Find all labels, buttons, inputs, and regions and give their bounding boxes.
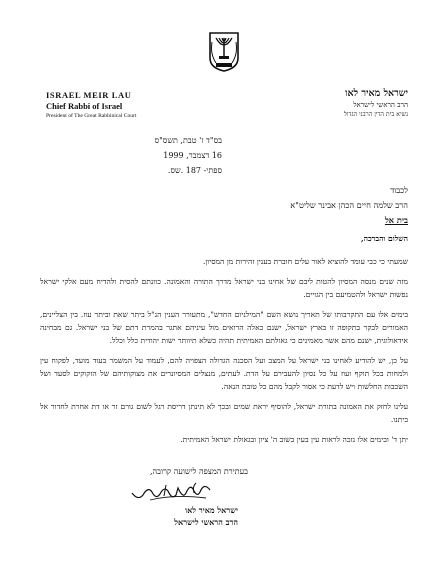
closing-line: בעתירת המצפה לישועה קרובה, (149, 467, 248, 476)
body-paragraph: מזה שנים מנסה המסיון להטות ליבם של אחינו בני ישראל מדרך התורה והאמונה. כוונתם להסית ולהדיח מעם אלקי ישראל נפשות ישראל ולהטמיעם בין הגויים. (40, 277, 408, 299)
recipient-city: בית אל (384, 215, 408, 225)
sender-role-english: Chief Rabbi of Israel (46, 101, 123, 111)
sender-court-english: President of The Great Rabbinical Court (46, 113, 137, 119)
body-paragraph: עלינו לחזק את האמונה בתורת ישראל, להוסיף יראת שמים ובכך לא תינתן דריסת רגל לשום גורם זר או דת אחרת לחדור אל ביתנו. (40, 402, 408, 424)
menorah-emblem-icon (207, 30, 241, 72)
gregorian-date: 16 דצמבר, 1999 (163, 151, 222, 160)
signatory-name: ישראל מאיר לאו (185, 505, 238, 515)
sender-name-hebrew: ישראל מאיר לאו (345, 88, 408, 99)
sender-role-hebrew: הרב הראשי לישראל (353, 101, 408, 109)
body-paragraph: יתן ד' ובימים אלו נזכה לראות עין בעין בשוב ה' ציון ובגאולת ישראל האמיתית. (180, 435, 408, 444)
handwritten-signature-icon (126, 480, 214, 504)
hebrew-letterhead (238, 88, 408, 119)
body-paragraph: שמעתי כי כבי עומד להוציא לאור עלים חוברת בענין זהירות מן המסיון. (202, 257, 408, 266)
recipient-name: הרב שלמה חיים הכהן אבינר שליט"א (290, 200, 408, 210)
address-to: לכבוד (390, 185, 408, 195)
body-paragraph: על כן, יש להודיע לאחינו בני ישראל על המצב ועל הסכנה הגדולה הצפויה להם, לעמוד על המשמר בעוד מועד, לפקוח עין ולמחות בכל תוקף ועוז על כל נסיון להעבירם על הדת. לעתים, מנצלים המסיונרים את מצוקותיהם של הזקוקים לסעד ושל השכבות החלשות ויש לדעת כי אסור לקבל מהם כל טובת הנאה. (40, 356, 408, 391)
reference-number: ספתי- 187 .שס. (167, 166, 222, 175)
english-letterhead (46, 90, 196, 120)
sender-court-hebrew: נשיא בית הדין הרבני הגדול (344, 111, 408, 118)
signatory-role: הרב הראשי לישראל (174, 517, 238, 527)
greeting: השלום והברכה, (360, 234, 408, 243)
date-block (72, 133, 222, 178)
recipient-address (148, 183, 408, 228)
sender-name-english: ISRAEL MEIR LAU (46, 90, 132, 100)
closing-block (58, 466, 248, 528)
hebrew-date: בס"ד ז' טבת, תשס"ס (154, 136, 222, 145)
letter-body (40, 232, 408, 453)
body-paragraph: בימים אלו עם התקרבותו של תאריך נושא השם "המילניום החדש", מתעורר הענין הנ"ל ביתר שאת וביתר עוז. בין הצליינים, האמורים לבקר בתקופה זו בארץ ישראל, ישנם כאלה הרואים מול עיניהם אתגר בהמרת דתם של בני ישראל. גם מבחינה אידאולוגית, ישנם מהם אשר מאמינים כי גאולתם האמיתית תהיה כשלא תיוותר ישות יהודית כלל וכלל. (40, 310, 408, 345)
